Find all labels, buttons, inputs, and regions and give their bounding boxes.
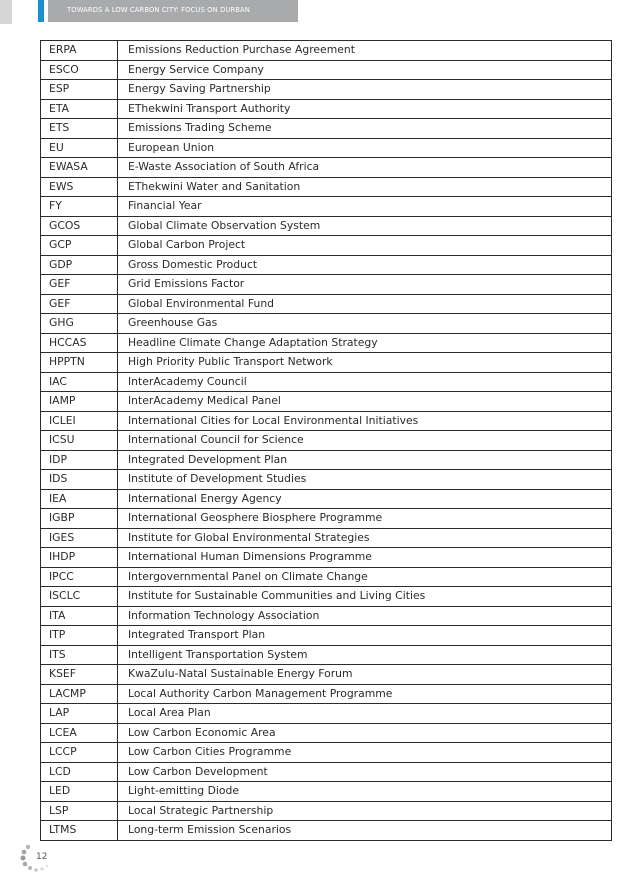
definition-cell: Local Strategic Partnership (118, 801, 612, 821)
acronym-cell: IDS (41, 470, 118, 490)
table-row (41, 294, 612, 314)
definition-cell: Grid Emissions Factor (118, 275, 612, 295)
definition-cell: International Energy Agency (118, 489, 612, 509)
acronym-cell: ICSU (41, 431, 118, 451)
definition-cell: Information Technology Association (118, 606, 612, 626)
acronym-cell: HPPTN (41, 353, 118, 373)
acronym-cell: GCP (41, 236, 118, 256)
acronym-cell: IGES (41, 528, 118, 548)
table-row (41, 216, 612, 236)
definition-cell: Long-term Emission Scenarios (118, 821, 612, 841)
table-row (41, 528, 612, 548)
table-row (41, 606, 612, 626)
definition-cell: Local Area Plan (118, 704, 612, 724)
table-row (41, 119, 612, 139)
acronym-cell: LSP (41, 801, 118, 821)
acronym-cell: ICLEI (41, 411, 118, 431)
definition-cell: Low Carbon Cities Programme (118, 743, 612, 763)
table-row (41, 80, 612, 100)
acronym-cell: IPCC (41, 567, 118, 587)
definition-cell: International Human Dimensions Programme (118, 548, 612, 568)
table-row (41, 470, 612, 490)
table-row (41, 353, 612, 373)
table-row (41, 333, 612, 353)
table-row (41, 255, 612, 275)
acronym-cell: ESCO (41, 60, 118, 80)
acronym-cell: ITS (41, 645, 118, 665)
table-row (41, 314, 612, 334)
acronym-table-body (41, 41, 612, 841)
acronym-cell: GEF (41, 275, 118, 295)
definition-cell: InterAcademy Council (118, 372, 612, 392)
table-row (41, 626, 612, 646)
table-row (41, 197, 612, 217)
acronym-cell: GDP (41, 255, 118, 275)
definition-cell: KwaZulu-Natal Sustainable Energy Forum (118, 665, 612, 685)
definition-cell: Light-emitting Diode (118, 782, 612, 802)
definition-cell: Financial Year (118, 197, 612, 217)
table-row (41, 723, 612, 743)
table-row (41, 801, 612, 821)
table-row (41, 392, 612, 412)
acronym-cell: EWASA (41, 158, 118, 178)
acronym-cell: IHDP (41, 548, 118, 568)
definition-cell: Gross Domestic Product (118, 255, 612, 275)
definition-cell: Intergovernmental Panel on Climate Change (118, 567, 612, 587)
table-row (41, 431, 612, 451)
acronym-cell: IGBP (41, 509, 118, 529)
acronym-cell: ERPA (41, 41, 118, 61)
page-number: 12 (36, 852, 48, 862)
definition-cell: International Cities for Local Environmental Initiatives (118, 411, 612, 431)
table-row (41, 743, 612, 763)
definition-cell: Local Authority Carbon Management Programme (118, 684, 612, 704)
definition-cell: Energy Service Company (118, 60, 612, 80)
table-row (41, 567, 612, 587)
acronym-cell: LCEA (41, 723, 118, 743)
definition-cell: Institute for Global Environmental Strategies (118, 528, 612, 548)
table-row (41, 821, 612, 841)
definition-cell: Low Carbon Economic Area (118, 723, 612, 743)
acronym-cell: ETA (41, 99, 118, 119)
acronym-cell: IAMP (41, 392, 118, 412)
definition-cell: Energy Saving Partnership (118, 80, 612, 100)
definition-cell: Global Carbon Project (118, 236, 612, 256)
definition-cell: EThekwini Water and Sanitation (118, 177, 612, 197)
table-row (41, 489, 612, 509)
table-row (41, 236, 612, 256)
acronym-cell: GHG (41, 314, 118, 334)
table-row (41, 275, 612, 295)
table-row (41, 509, 612, 529)
acronym-cell: IDP (41, 450, 118, 470)
table-row (41, 762, 612, 782)
header-edge-block (0, 0, 12, 24)
definition-cell: High Priority Public Transport Network (118, 353, 612, 373)
acronym-cell: LACMP (41, 684, 118, 704)
acronym-cell: EU (41, 138, 118, 158)
definition-cell: EThekwini Transport Authority (118, 99, 612, 119)
acronym-cell: ETS (41, 119, 118, 139)
table-row (41, 411, 612, 431)
definition-cell: Integrated Transport Plan (118, 626, 612, 646)
acronym-cell: FY (41, 197, 118, 217)
definition-cell: Emissions Trading Scheme (118, 119, 612, 139)
table-row (41, 450, 612, 470)
definition-cell: International Council for Science (118, 431, 612, 451)
acronym-cell: LED (41, 782, 118, 802)
definition-cell: Greenhouse Gas (118, 314, 612, 334)
table-row (41, 41, 612, 61)
definition-cell: Emissions Reduction Purchase Agreement (118, 41, 612, 61)
acronym-cell: ITP (41, 626, 118, 646)
table-row (41, 548, 612, 568)
definition-cell: Integrated Development Plan (118, 450, 612, 470)
definition-cell: Headline Climate Change Adaptation Strategy (118, 333, 612, 353)
definition-cell: InterAcademy Medical Panel (118, 392, 612, 412)
acronym-cell: GEF (41, 294, 118, 314)
acronym-cell: LCD (41, 762, 118, 782)
acronym-cell: HCCAS (41, 333, 118, 353)
definition-cell: Institute of Development Studies (118, 470, 612, 490)
acronym-cell: ESP (41, 80, 118, 100)
table-row (41, 60, 612, 80)
table-row (41, 372, 612, 392)
table-row (41, 177, 612, 197)
table-row (41, 704, 612, 724)
definition-cell: Global Climate Observation System (118, 216, 612, 236)
definition-cell: Intelligent Transportation System (118, 645, 612, 665)
table-row (41, 158, 612, 178)
definition-cell: E-Waste Association of South Africa (118, 158, 612, 178)
table-row (41, 138, 612, 158)
acronym-cell: ITA (41, 606, 118, 626)
acronym-cell: LTMS (41, 821, 118, 841)
acronym-table (40, 40, 612, 841)
table-row (41, 99, 612, 119)
table-row (41, 665, 612, 685)
acronym-cell: EWS (41, 177, 118, 197)
table-row (41, 587, 612, 607)
running-header-title: TOWARDS A LOW CARBON CITY: FOCUS ON DURBAN (67, 6, 250, 14)
table-row (41, 684, 612, 704)
acronym-cell: LCCP (41, 743, 118, 763)
acronym-cell: IAC (41, 372, 118, 392)
definition-cell: Institute for Sustainable Communities and Living Cities (118, 587, 612, 607)
definition-cell: International Geosphere Biosphere Programme (118, 509, 612, 529)
definition-cell: Global Environmental Fund (118, 294, 612, 314)
table-row (41, 645, 612, 665)
acronym-cell: KSEF (41, 665, 118, 685)
acronym-cell: IEA (41, 489, 118, 509)
definition-cell: Low Carbon Development (118, 762, 612, 782)
header-accent-stripe (38, 0, 44, 22)
acronym-cell: ISCLC (41, 587, 118, 607)
table-row (41, 782, 612, 802)
definition-cell: European Union (118, 138, 612, 158)
acronym-cell: LAP (41, 704, 118, 724)
acronym-cell: GCOS (41, 216, 118, 236)
